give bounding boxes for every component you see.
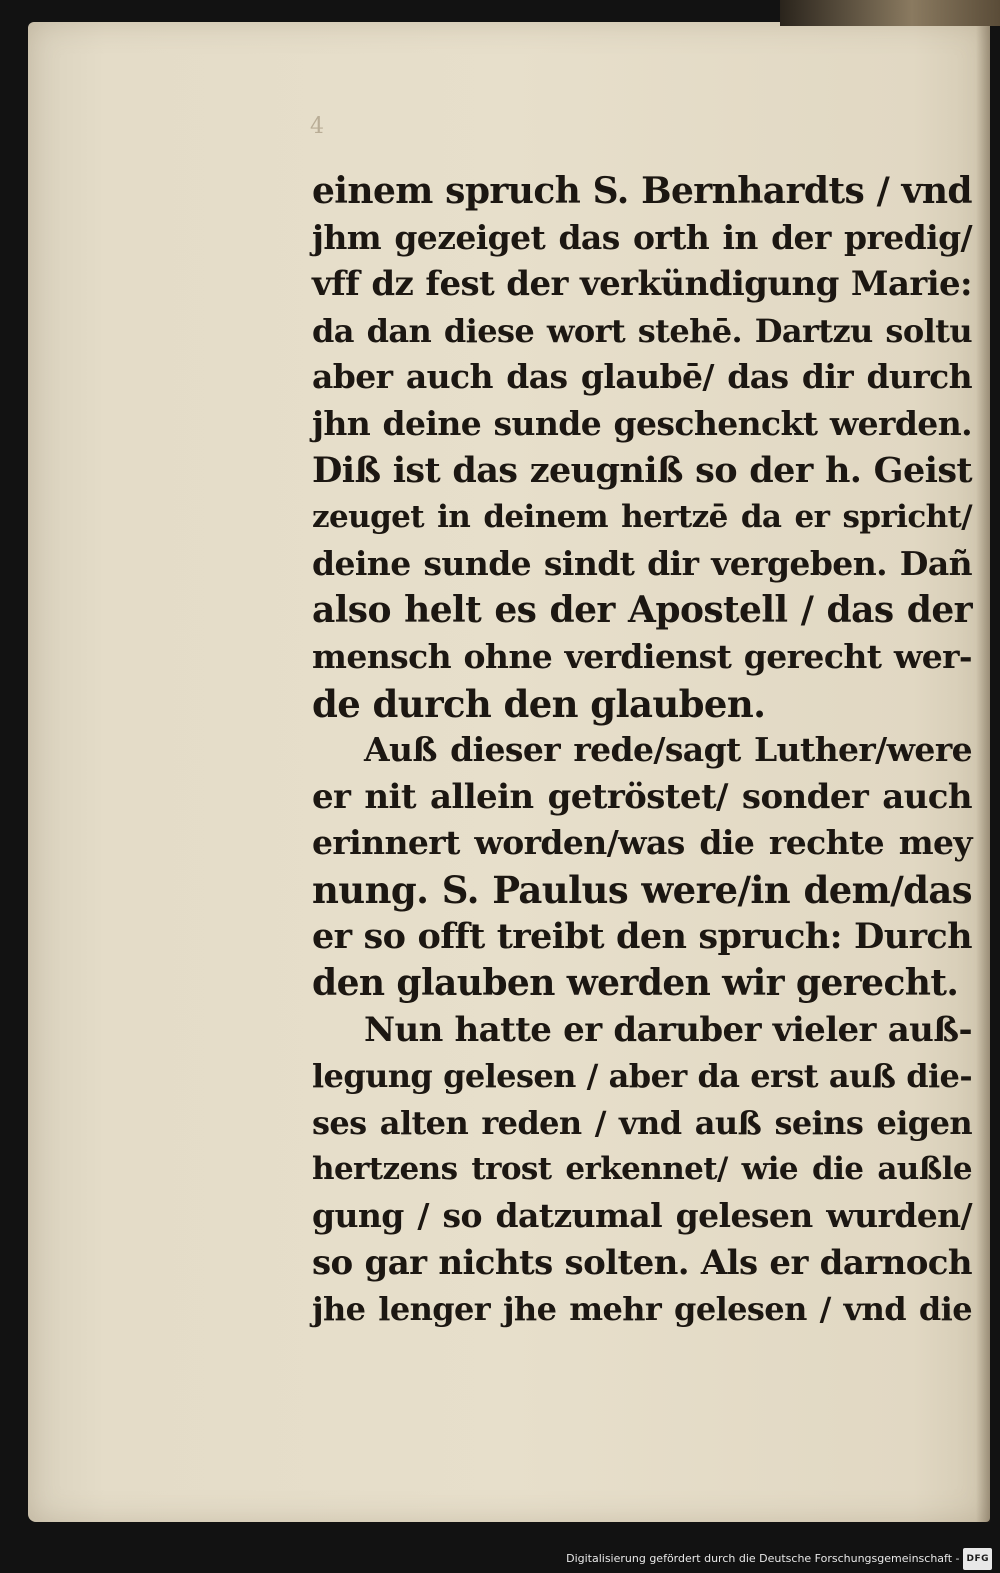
book-binding [780,0,1000,26]
text-line: ses alten reden / vnd auß seins eigen [312,1103,972,1142]
text-line: so gar nichts solten. Als er darnoch [312,1242,972,1283]
text-line: er nit allein getröstet/ sonder auch [312,776,972,817]
text-line: zeuget in deinem hertzē da er spricht/ [312,499,972,536]
book-page [28,22,990,1522]
text-line: Auß dieser rede/sagt Luther/were [364,730,972,770]
text-line: mensch ohne verdienst gerecht wer- [312,636,972,676]
page-edge-shadow [976,22,990,1522]
text-line: de durch den glauben. [312,681,766,726]
text-line: jhn deine sunde geschenckt werden. [312,403,972,443]
dfg-logo: DFG [963,1548,992,1570]
text-line: also helt es der Apostell / das der [312,589,972,632]
text-line: hertzens trost erkennet/ wie die außle [312,1151,972,1188]
text-line: den glauben werden wir gerecht. [312,962,959,1005]
text-line: jhe lenger jhe mehr gelesen / vnd die [312,1290,972,1329]
text-line: vff dz fest der verkündigung Marie: [312,264,972,305]
text-line: jhm gezeiget das orth in der predig/ [312,217,972,257]
page-number: 4 [310,114,324,139]
text-line: einem spruch S. Bernhardts / vnd [312,170,972,212]
text-line: er so offt treibt den spruch: Durch [312,915,972,957]
text-block [312,168,972,1333]
text-line: gung / so datzumal gelesen wurden/ [312,1196,972,1236]
text-line: legung gelesen / aber da erst auß die- [312,1057,972,1096]
digitization-credit [566,1549,992,1569]
text-line: nung. S. Paulus were/in dem/das [312,867,972,912]
text-line: erinnert worden/was die rechte mey [312,823,972,863]
text-line: deine sunde sindt dir vergeben. Dañ [312,543,972,583]
text-line: da dan diese wort stehē. Dartzu soltu [312,311,972,350]
text-line: Nun hatte er daruber vieler auß- [364,1009,972,1050]
text-line: Diß ist das zeugniß so der h. Geist [312,449,972,491]
text-line: aber auch das glaubē/ das dir durch [312,357,972,397]
credit-text: Digitalisierung gefördert durch die Deutsche Forschungsgemeinschaft - [566,1552,960,1565]
